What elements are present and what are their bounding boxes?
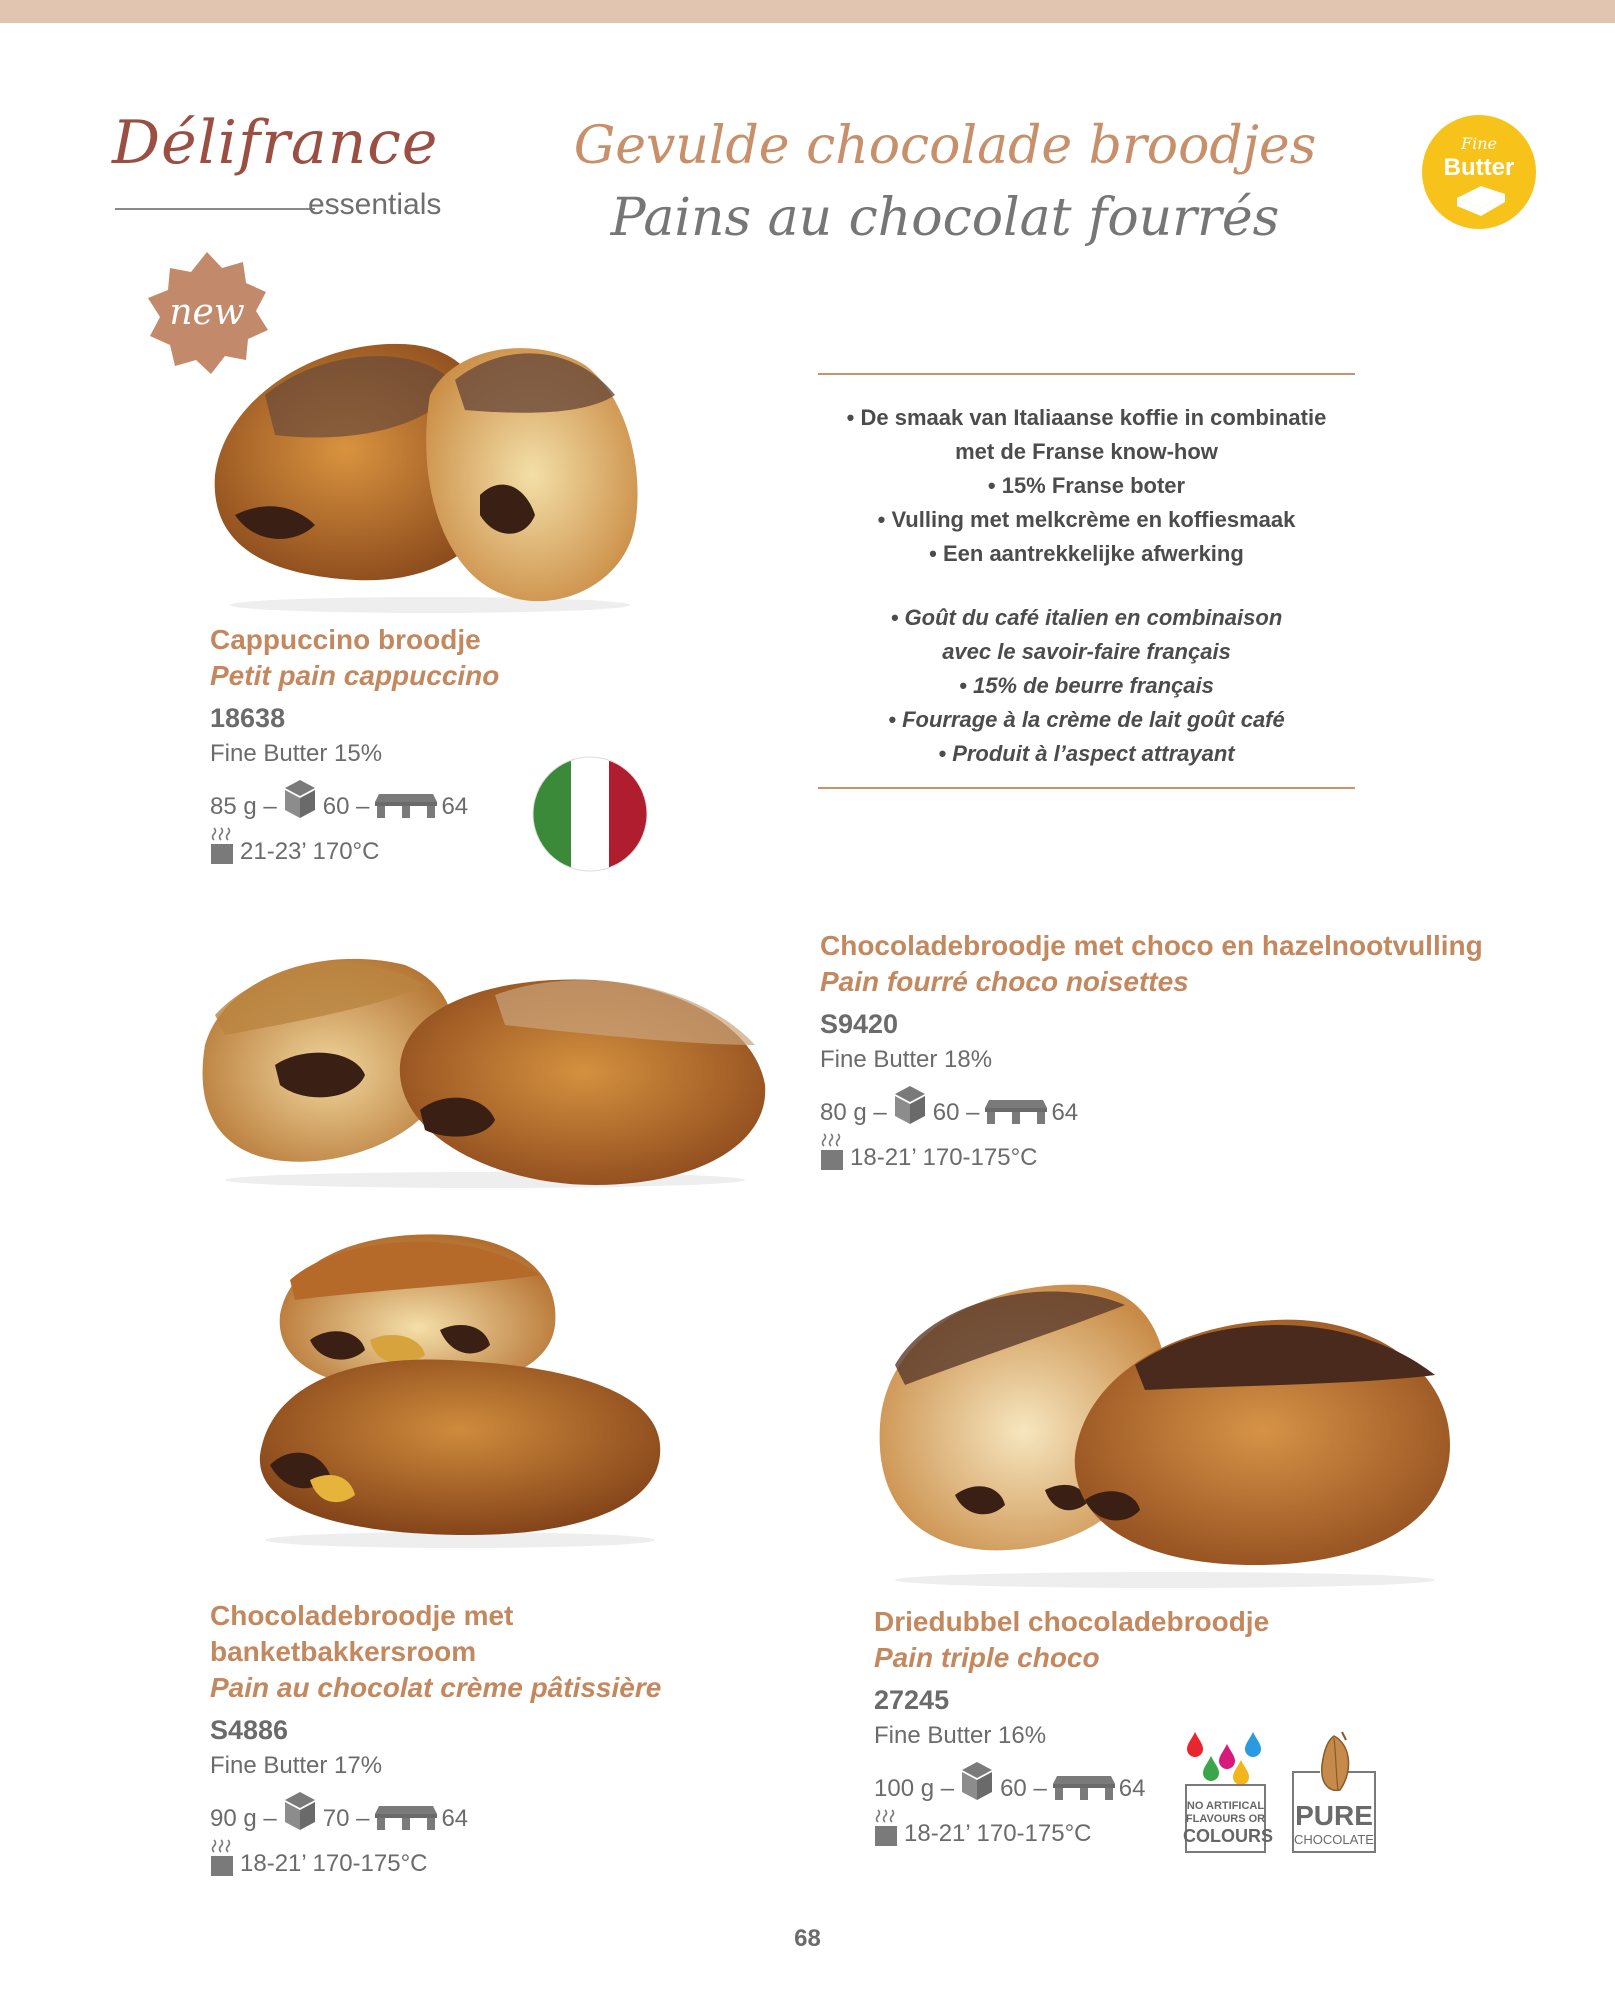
product-name-nl-line1: Chocoladebroodje met [210, 1600, 514, 1631]
oven-icon [874, 1808, 898, 1848]
feature-fr-4: • Fourrage à la crème de lait goût café [888, 707, 1285, 732]
photo-creme-patissiere [250, 1225, 665, 1550]
page-title-nl: Gevulde chocolade broodjes [573, 116, 1317, 176]
product-weight: 85 g – [210, 793, 277, 820]
new-label: new [169, 292, 245, 333]
box-icon [889, 1084, 931, 1128]
brand-tagline: essentials [308, 188, 442, 221]
product-choco-noisettes [820, 928, 1483, 1172]
no-artificial-line1: NO ARTIFICAL [1186, 1800, 1265, 1812]
oven-icon [210, 826, 234, 866]
page-number: 68 [794, 1925, 821, 1952]
fine-butter-small: Fine [1461, 134, 1497, 153]
photo-choco-noisettes [195, 935, 770, 1190]
no-artificial-line2: FLAVOURS OR [1185, 1813, 1266, 1825]
product-code: 18638 [210, 703, 286, 733]
product-per-layer: 64 [441, 1805, 469, 1832]
oven-icon [210, 1838, 234, 1878]
product-bake [210, 1834, 661, 1878]
pallet-icon [373, 1802, 439, 1832]
product-code: 27245 [874, 1685, 950, 1715]
brand-divider [115, 208, 315, 210]
product-per-layer: 64 [1118, 1775, 1146, 1802]
chocolate-label: CHOCOLATE [1294, 1832, 1374, 1847]
product-name-nl: Cappuccino broodje [210, 624, 481, 655]
brand-name: Délifrance [112, 108, 439, 178]
fine-butter-badge [1421, 114, 1537, 230]
product-butter: Fine Butter 17% [210, 1752, 383, 1779]
feature-fr-5: • Produit à l’aspect attrayant [938, 741, 1235, 766]
product-bake-time: 21-23’ 170°C [240, 838, 380, 865]
product-spec [820, 1084, 1483, 1128]
feature-nl-1: • De smaak van Italiaanse koffie in combinatie [846, 405, 1327, 430]
feature-nl-5: • Een aantrekkelijke afwerking [929, 541, 1244, 566]
feature-fr-3: • 15% de beurre français [959, 673, 1214, 698]
product-name-fr: Pain au chocolat crème pâtissière [210, 1672, 662, 1703]
product-per-layer: 64 [441, 793, 469, 820]
product-bake-time: 18-21’ 170-175°C [240, 1850, 428, 1877]
product-code: S9420 [820, 1009, 899, 1039]
product-weight: 90 g – [210, 1805, 277, 1832]
top-bar [0, 0, 1615, 23]
box-icon [279, 1790, 321, 1834]
product-butter: Fine Butter 16% [874, 1722, 1047, 1749]
brand-logo [112, 108, 472, 228]
product-per-box: 60 – [322, 793, 370, 820]
feature-nl-4: • Vulling met melkcrème en koffiesmaak [877, 507, 1296, 532]
product-name-nl: Driedubbel chocoladebroodje [874, 1606, 1270, 1637]
pallet-icon [1051, 1772, 1117, 1802]
box-icon [279, 778, 321, 822]
product-bake-time: 18-21’ 170-175°C [904, 1820, 1092, 1847]
product-per-box: 60 – [1000, 1775, 1047, 1802]
product-name-nl: Chocoladebroodje met choco en hazelnootvulling [820, 930, 1483, 961]
pallet-icon [373, 790, 439, 820]
product-bake [820, 1128, 1483, 1172]
pure-label: PURE [1295, 1800, 1373, 1831]
oven-icon [820, 1132, 844, 1172]
feature-nl-2: met de Franse know-how [955, 439, 1218, 464]
fine-butter-large: Butter [1443, 154, 1515, 181]
feature-nl-3: • 15% Franse boter [987, 473, 1186, 498]
product-per-box: 60 – [932, 1099, 980, 1126]
product-per-box: 70 – [322, 1805, 370, 1832]
product-name-fr: Pain fourré choco noisettes [820, 966, 1189, 997]
product-bake-time: 18-21’ 170-175°C [850, 1144, 1038, 1171]
product-per-layer: 64 [1051, 1099, 1079, 1126]
product-butter: Fine Butter 18% [820, 1046, 993, 1073]
no-artificial-line3: COLOURS [1183, 1826, 1273, 1846]
product-weight: 100 g – [874, 1775, 955, 1802]
box-icon [956, 1760, 998, 1804]
pallet-icon [983, 1096, 1049, 1126]
product-name-fr: Petit pain cappuccino [210, 660, 500, 691]
page-title-fr: Pains au chocolat fourrés [610, 188, 1280, 248]
italy-flag-icon [532, 756, 648, 872]
feature-list [818, 373, 1355, 789]
feature-fr-1: • Goût du café italien en combinaison [890, 605, 1283, 630]
product-weight: 80 g – [820, 1099, 887, 1126]
pure-chocolate-logo [1290, 1730, 1378, 1855]
page-title [560, 110, 1330, 254]
product-bake [210, 822, 499, 866]
product-name-nl-line2: banketbakkersroom [210, 1636, 477, 1667]
product-creme-patissiere [210, 1598, 661, 1878]
photo-triple-choco [875, 1265, 1455, 1590]
product-spec [210, 1790, 661, 1834]
product-butter: Fine Butter 15% [210, 740, 383, 767]
product-cappuccino [210, 622, 499, 866]
feature-fr-2: avec le savoir-faire français [942, 639, 1231, 664]
no-artificial-logo [1183, 1730, 1273, 1855]
product-code: S4886 [210, 1715, 289, 1745]
product-spec [210, 778, 499, 822]
product-name-fr: Pain triple choco [874, 1642, 1100, 1673]
photo-cappuccino [205, 325, 655, 615]
